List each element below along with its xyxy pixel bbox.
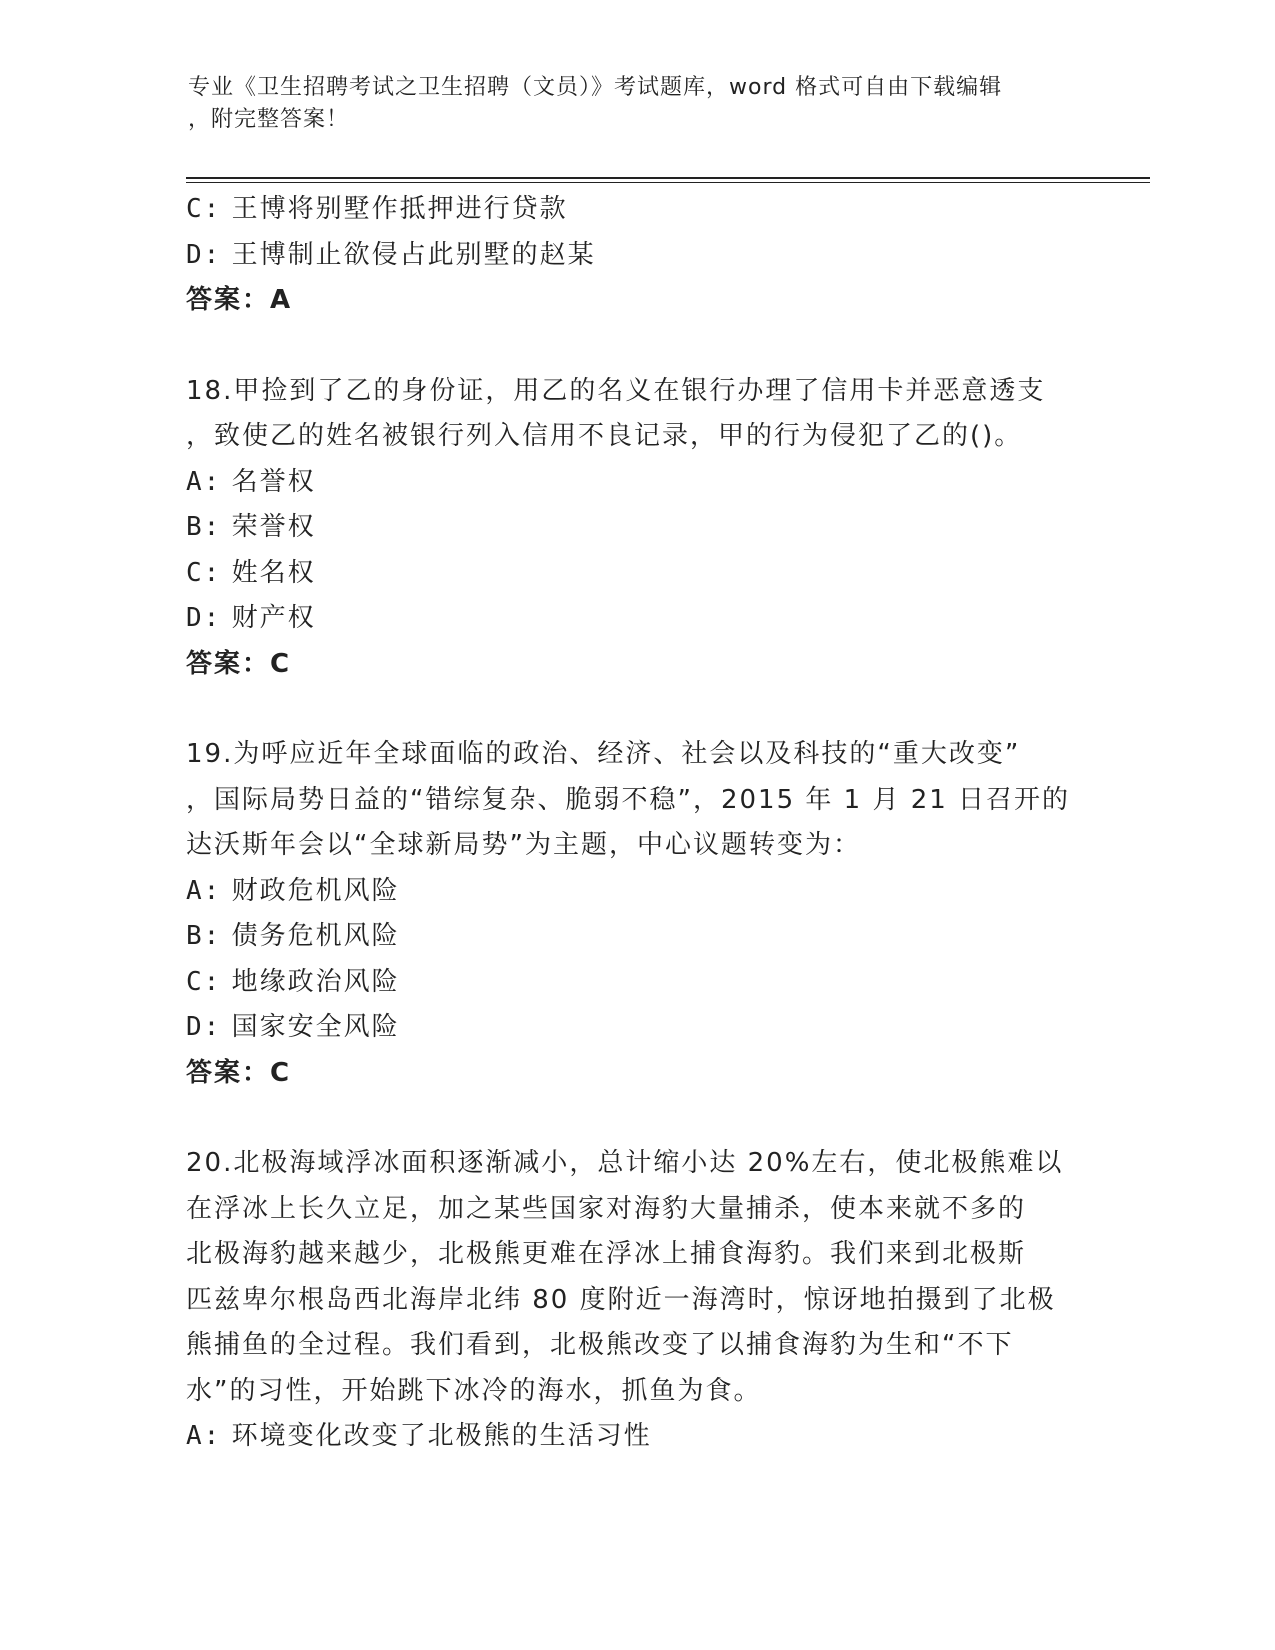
question-text-line: 在浮冰上长久立足，加之某些国家对海豹大量捕杀，使本来就不多的	[186, 1193, 1027, 1224]
header-divider-thick	[186, 177, 1150, 179]
page-header	[188, 72, 1068, 136]
option-text: 国家安全风险	[231, 1012, 400, 1042]
option-line	[186, 233, 1086, 279]
header-divider-thin	[186, 182, 1150, 183]
option-label: B:	[186, 921, 222, 951]
option-line	[186, 914, 1086, 960]
option-line	[186, 1005, 1086, 1051]
header-line-2: ，附完整答案！	[188, 107, 350, 132]
option-label: A:	[186, 466, 222, 497]
question-text-line: ，国际局势日益的“错综复杂、脆弱不稳”，2015 年 1 月 21 日召开的	[186, 784, 1071, 815]
option-text: 地缘政治风险	[231, 966, 400, 997]
question-text-line: 匹兹卑尔根岛西北海岸北纬 80 度附近一海湾时，惊讶地拍摄到了北极	[186, 1284, 1056, 1315]
option-line	[186, 505, 1086, 551]
question-19	[186, 732, 1086, 1096]
prev-question-block	[186, 187, 1086, 324]
option-line	[186, 596, 1086, 642]
option-label: D:	[186, 239, 222, 270]
option-text: 财政危机风险	[231, 875, 400, 906]
header-line-1: 专业《卫生招聘考试之卫生招聘（文员）》考试题库，word 格式可自由下载编辑	[188, 75, 1003, 100]
option-label: A:	[186, 1421, 222, 1451]
question-text-line: ，致使乙的姓名被银行列入信用不良记录，甲的行为侵犯了乙的()。	[186, 421, 1023, 451]
option-line	[186, 187, 1086, 233]
question-text-line: 18.甲捡到了乙的身份证，用乙的名义在银行办理了信用卡并恶意透支	[186, 375, 1046, 406]
option-label: B:	[186, 512, 222, 542]
option-text: 环境变化改变了北极熊的生活习性	[231, 1421, 652, 1451]
question-text-line: 北极海豹越来越少，北极熊更难在浮冰上捕食海豹。我们来到北极斯	[186, 1239, 1027, 1269]
option-line	[186, 960, 1086, 1006]
option-line	[186, 551, 1086, 597]
option-line	[186, 460, 1086, 506]
answer-line: 答案：A	[186, 285, 293, 315]
question-content	[186, 187, 1086, 1460]
answer-line: 答案：C	[186, 1057, 292, 1088]
question-text-line: 20.北极海域浮冰面积逐渐减小，总计缩小达 20%左右，使北极熊难以	[186, 1148, 1064, 1178]
option-label: D:	[186, 603, 222, 633]
option-line	[186, 1414, 1086, 1460]
option-text: 名誉权	[231, 466, 316, 497]
question-text-line: 达沃斯年会以“全球新局势”为主题，中心议题转变为：	[186, 830, 861, 860]
question-text-line: 19.为呼应近年全球面临的政治、经济、社会以及科技的“重大改变”	[186, 739, 1021, 769]
option-label: C:	[186, 194, 222, 224]
question-text-line: 水”的习性，开始跳下冰冷的海水，抓鱼为食。	[186, 1375, 762, 1406]
option-text: 王博制止欲侵占此别墅的赵某	[231, 239, 596, 270]
option-text: 荣誉权	[231, 512, 316, 542]
option-label: C:	[186, 557, 222, 588]
option-text: 姓名权	[231, 557, 316, 588]
option-line	[186, 869, 1086, 915]
answer-line: 答案：C	[186, 648, 292, 679]
question-text-line: 熊捕鱼的全过程。我们看到，北极熊改变了以捕食海豹为生和“不下	[186, 1330, 1014, 1360]
option-label: D:	[186, 1012, 222, 1042]
option-text: 债务危机风险	[231, 921, 400, 951]
option-label: C:	[186, 966, 222, 997]
option-label: A:	[186, 875, 222, 906]
question-18	[186, 369, 1086, 688]
question-20	[186, 1141, 1086, 1460]
option-text: 财产权	[231, 603, 316, 633]
option-text: 王博将别墅作抵押进行贷款	[231, 194, 568, 224]
